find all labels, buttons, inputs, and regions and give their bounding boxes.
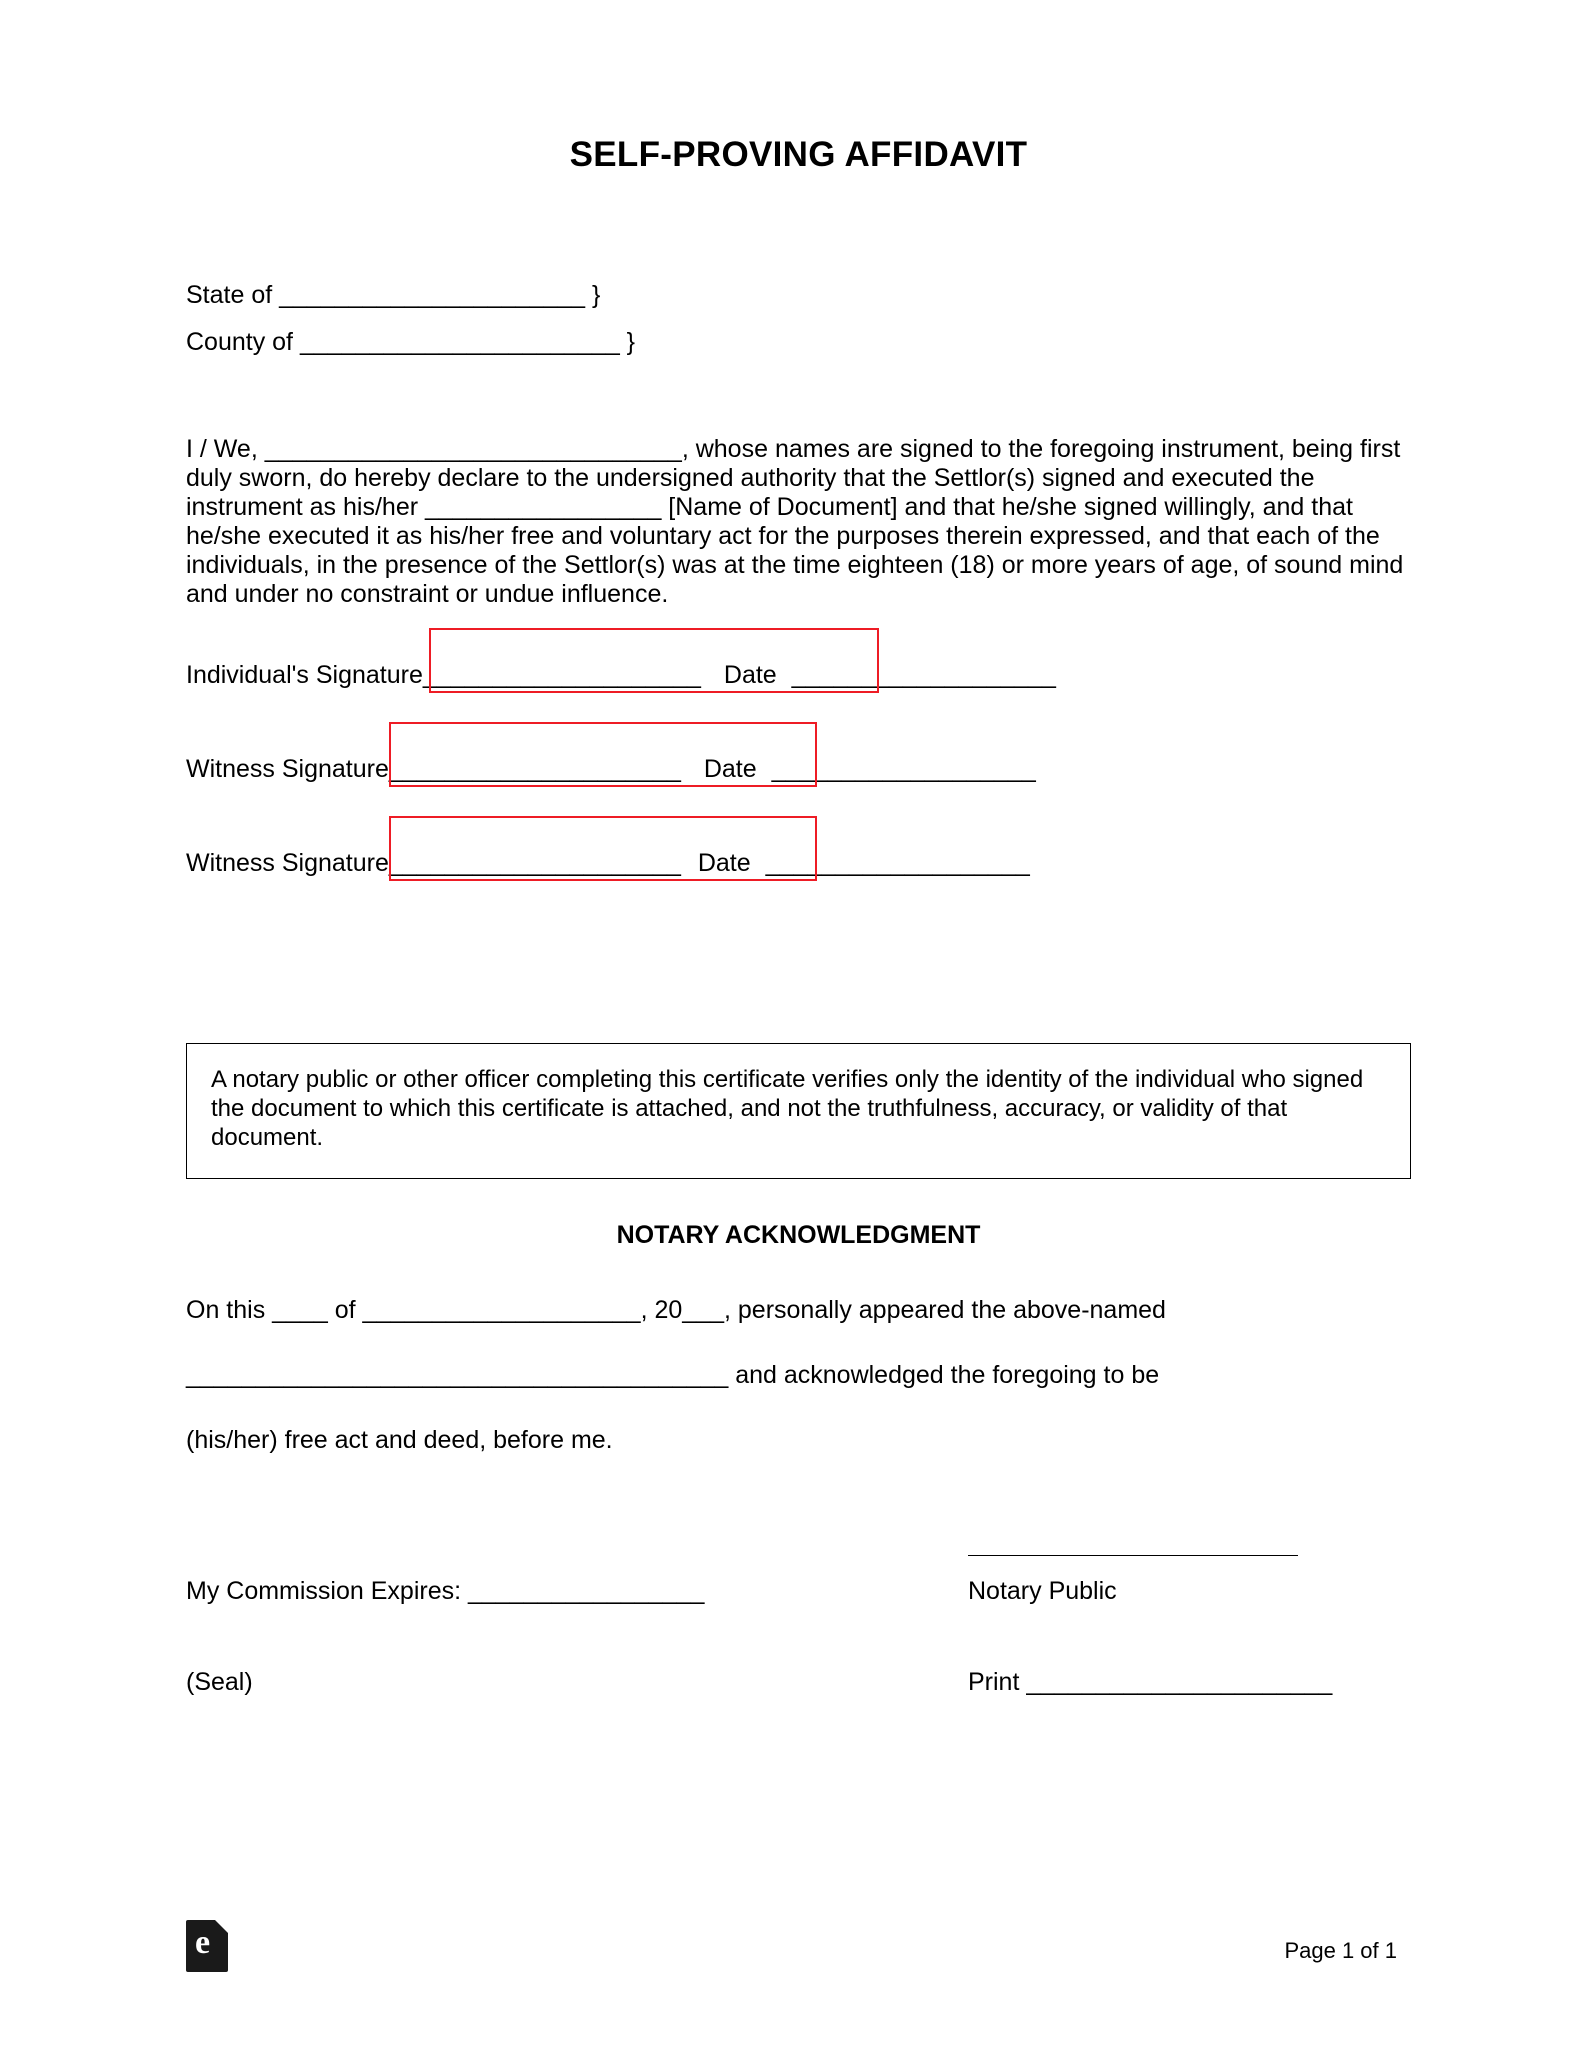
- affidavit-paragraph: I / We, ______________________________, whose names are signed to the foregoing instrument, being first duly sworn, do hereby declare to the undersigned authority that the Settlor(s) signed and executed the instrument as his/her _________________ [Name of Document] and that he/she signed willingly, and that he/she executed it as his/her free and voluntary act for the purposes therein expressed, and that each of the individuals, in the presence of the Settlor(s) was at the time eighteen (18) or more years of age, of sound mind and under no constraint or undue influence.: [186, 435, 1404, 608]
- witness2-date-line[interactable]: ___________________: [765, 849, 1030, 877]
- witness1-signature-label: Witness Signature: [186, 755, 389, 783]
- page-title: SELF-PROVING AFFIDAVIT: [569, 135, 1028, 174]
- venue-block: [186, 283, 1411, 355]
- notary-line-1[interactable]: On this ____ of ____________________, 20___, personally appeared the above-named: [186, 1296, 1166, 1325]
- individual-date-line[interactable]: ___________________: [791, 661, 1056, 689]
- page-footer: [186, 1920, 1397, 1976]
- witness2-signature-field-highlight[interactable]: [389, 816, 817, 881]
- commission-expires-field[interactable]: My Commission Expires: _________________: [186, 1577, 705, 1606]
- witness1-signature-line[interactable]: _____________________: [388, 755, 681, 783]
- individual-date-label: Date: [723, 661, 777, 689]
- notary-public-label: Notary Public: [968, 1577, 1117, 1606]
- witness2-date-label: Date: [697, 849, 751, 877]
- witness2-signature-line[interactable]: _____________________: [388, 849, 681, 877]
- notary-signature-line[interactable]: [968, 1555, 1298, 1556]
- witness2-signature-label: Witness Signature: [186, 849, 389, 877]
- notary-line-3: (his/her) free act and deed, before me.: [186, 1426, 613, 1455]
- signature-block: [186, 661, 1411, 921]
- notary-line-2[interactable]: _______________________________________ and acknowledged the foregoing to be: [186, 1361, 1160, 1390]
- notary-acknowledgment-body: [186, 1298, 1411, 1453]
- county-of-field[interactable]: County of _______________________ }: [186, 328, 636, 356]
- notary-acknowledgment-heading: NOTARY ACKNOWLEDGMENT: [616, 1221, 981, 1250]
- witness1-date-label: Date: [703, 755, 757, 783]
- notary-signature-area: [186, 1503, 1411, 1733]
- notary-notice-box: [186, 1043, 1411, 1179]
- document-content: [186, 0, 1411, 1733]
- state-of-field[interactable]: State of ______________________ }: [186, 281, 601, 309]
- witness1-date-line[interactable]: ___________________: [771, 755, 1036, 783]
- individual-signature-field-highlight[interactable]: [429, 628, 879, 693]
- individual-signature-line[interactable]: ____________________: [422, 661, 701, 689]
- eforms-logo-icon: [186, 1920, 228, 1972]
- notary-print-field[interactable]: Print ______________________: [968, 1668, 1333, 1697]
- logo-fold-corner: [215, 1920, 228, 1933]
- notary-notice-text: A notary public or other officer completing this certificate verifies only the identity of the individual who signed the document to which this certificate is attached, and not the truthfulness, accuracy, or validity of that document.: [211, 1066, 1364, 1151]
- individual-signature-label: Individual's Signature: [186, 661, 423, 689]
- witness1-signature-field-highlight[interactable]: [389, 722, 817, 787]
- page-number: Page 1 of 1: [1284, 1938, 1397, 1963]
- seal-label: (Seal): [186, 1668, 253, 1697]
- witness2-signature-row: [186, 849, 1411, 921]
